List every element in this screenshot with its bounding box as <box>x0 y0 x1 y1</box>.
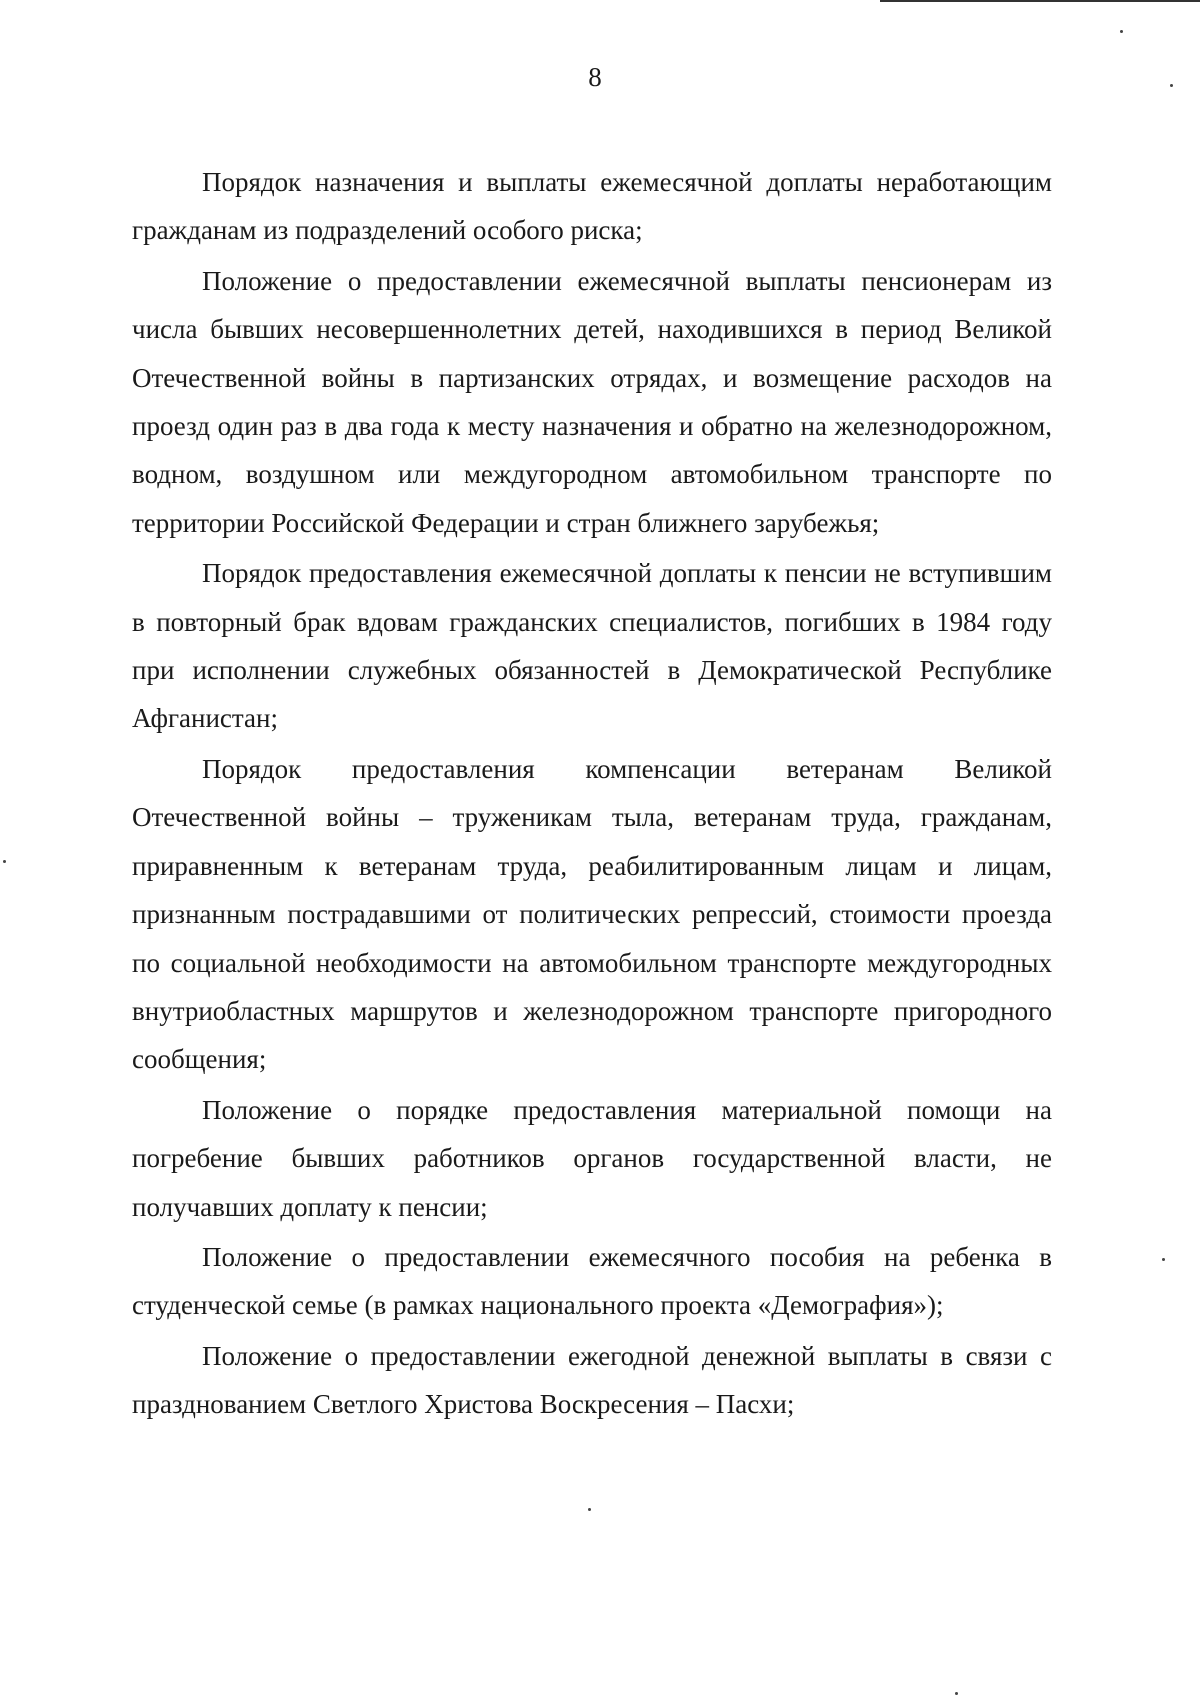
page-number: 8 <box>588 62 602 92</box>
paragraph-5: Положение о порядке предоставления материальной помощи на погребение бывших работников органов государственной власти, не получавших доплату к пенсии; <box>132 1094 1052 1222</box>
scan-edge-line <box>880 0 1200 2</box>
scan-speck <box>1162 1258 1165 1261</box>
scan-speck <box>3 860 6 863</box>
paragraph-4: Порядок предоставления компенсации ветеранам Великой Отечественной войны – труженикам тыла, ветеранам труда, гражданам, приравненным к ветеранам труда, реабилитированным лицам и лицам, признанным пострадавшими от политических репрессий, стоимости проезда по социальной необходимости на автомобильном транспорте междугородных внутриобластных маршрутов и железнодорожном транспорте пригородного сообщения; <box>132 753 1052 1075</box>
paragraph-2: Положение о предоставлении ежемесячной выплаты пенсионерам из числа бывших несовершеннолетних детей, находившихся в период Великой Отечественной войны в партизанских отрядах, и возмещение расходов на проезд один раз в два года к месту назначения и обратно на железнодорожном, водном, воздушном или междугородном автомобильном транспорте по территории Российской Федерации и стран ближнего зарубежья; <box>132 265 1052 538</box>
paragraph-3: Порядок предоставления ежемесячной доплаты к пенсии не вступившим в повторный брак вдовам гражданских специалистов, погибших в 1984 году при исполнении служебных обязанностей в Демократической Республике Афганистан; <box>132 558 1052 734</box>
paragraph-7: Положение о предоставлении ежегодной денежной выплаты в связи с празднованием Светлого Христова Воскресения – Пасхи; <box>132 1340 1052 1420</box>
paragraph-6: Положение о предоставлении ежемесячного пособия на ребенка в студенческой семье (в рамках национального проекта «Демография»); <box>132 1241 1052 1321</box>
paragraph-1: Порядок назначения и выплаты ежемесячной доплаты неработающим гражданам из подразделений особого риска; <box>132 167 1052 246</box>
document-body <box>132 158 1052 1431</box>
scan-speck <box>955 1692 958 1695</box>
scan-speck <box>1170 84 1173 87</box>
scan-speck <box>1120 30 1123 33</box>
scan-speck <box>588 1508 591 1511</box>
